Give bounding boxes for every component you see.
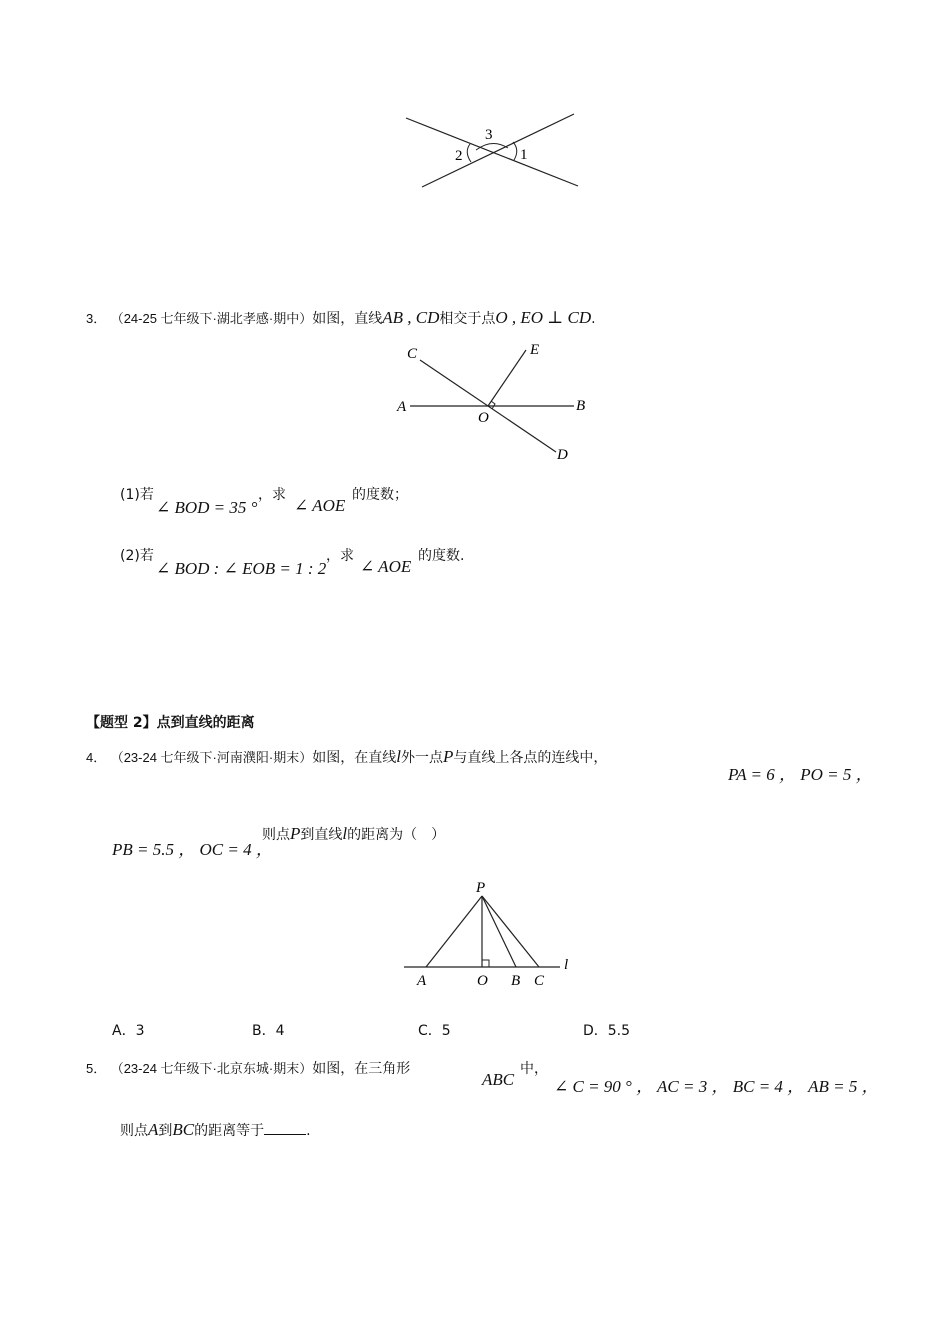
q3-part-1-label: (1)若 (120, 487, 154, 503)
q3-figure (392, 338, 602, 466)
q4-number: 4． (86, 750, 107, 765)
q4-source: （23-24 七年级下·河南濮阳·期末） (110, 750, 313, 765)
angle-label-3: 3 (485, 127, 493, 143)
point-label-d: D (557, 447, 568, 463)
q3-math-ab-cd: AB , CD (382, 308, 440, 327)
q4-math-pa-po: PA = 6 ， PO = 5 ， (728, 765, 873, 784)
point-label-o: O (478, 410, 489, 426)
q3-part-1-math-2: ∠ AOE (294, 496, 346, 515)
point-label-a: A (417, 973, 427, 989)
q4-stem (86, 748, 607, 767)
q5-math: ∠ C = 90 ° ， AC = 3 ， BC = 4 ， AB = 5 ， (554, 1077, 879, 1096)
q3-part-2-math-1: ∠ BOD : ∠ EOB = 1 : 2 (156, 559, 327, 578)
right-angle-mark (482, 960, 489, 967)
q4-stem-text-3: 与直线上各点的连线中， (453, 750, 608, 766)
q3-part-2-math-2: ∠ AOE (360, 557, 412, 576)
q5-source: （23-24 七年级下·北京东城·期末） (110, 1061, 313, 1076)
point-label-b: B (511, 973, 521, 989)
point-label-e: E (530, 342, 540, 358)
option-d[interactable]: D．5.5 (583, 1023, 631, 1039)
q5-number: 5． (86, 1061, 107, 1076)
q4-figure (398, 876, 580, 994)
angle-label-2: 2 (455, 148, 463, 164)
point-label-a: A (397, 399, 407, 415)
q3-part-1-mid: ，求 (258, 487, 286, 503)
q3-part-1-math-1: ∠ BOD = 35 ° (156, 498, 258, 517)
angle-label-1: 1 (520, 147, 528, 163)
q3-part-1-tail: 的度数； (352, 487, 408, 503)
line-label-l: l (564, 957, 569, 973)
line-2 (422, 114, 574, 187)
q4-math-pb-oc: PB = 5.5 ， OC = 4 ， (112, 840, 273, 859)
q3-stem-text-2: 相交于点 (439, 311, 496, 327)
q4-then-text-2: 到直线 (300, 827, 343, 843)
q3-number: 3． (86, 311, 107, 326)
q5-stem-text-1: 如图，在三角形 (312, 1061, 411, 1077)
q3-stem (86, 309, 596, 328)
q5-ans-end: . (306, 1123, 311, 1139)
q4-question (262, 825, 445, 844)
q4-point-p: P (442, 747, 454, 766)
q5-stem (86, 1060, 410, 1078)
section-heading: 【题型 2】点到直线的距离 (86, 715, 255, 731)
point-label-p: P (476, 880, 486, 896)
ray-oe (488, 350, 526, 406)
arc-angle-1 (513, 142, 517, 160)
point-label-o: O (477, 973, 488, 989)
figure-vertical-angles (400, 108, 585, 192)
option-c[interactable]: C．5 (418, 1023, 451, 1039)
q3-source: （24-25 七年级下·湖北孝感·期中） (110, 311, 313, 326)
q3-part-2-tail: 的度数. (418, 548, 465, 564)
q3-stem-text-1: 如图，直线 (312, 311, 383, 327)
point-label-b: B (576, 398, 586, 414)
arc-angle-2 (467, 144, 471, 162)
q4-stem-text-1: 如图，在直线 (312, 750, 397, 766)
answer-blank[interactable] (264, 1120, 306, 1135)
q4-then-l: l (342, 824, 348, 843)
option-a[interactable]: A．3 (112, 1023, 145, 1039)
q4-line-l: l (396, 747, 401, 766)
q5-answer-line (120, 1120, 311, 1140)
point-label-c: C (407, 346, 418, 362)
q4-then-text-1: 则点 (262, 827, 290, 843)
q3-part-2-mid: ，求 (326, 548, 354, 564)
point-label-c: C (534, 973, 545, 989)
q5-point-a: A (148, 1120, 159, 1139)
segment-pa (426, 896, 482, 967)
q3-math-o-eo: O , EO ⊥ CD (495, 308, 592, 327)
q5-ans-text-2: 到 (158, 1123, 173, 1139)
q3-stem-end: . (591, 311, 596, 327)
q5-ans-text-1: 则点 (120, 1123, 148, 1139)
q5-segment-bc: BC (172, 1120, 195, 1139)
q5-ans-text-3: 的距离等于 (194, 1123, 265, 1139)
option-b[interactable]: B．4 (252, 1023, 285, 1039)
q3-part-2-label: (2)若 (120, 548, 154, 564)
arc-angle-3 (476, 143, 508, 150)
q5-triangle-name: ABC (482, 1070, 515, 1089)
q4-then-text-3: 的距离为（ ） (347, 827, 446, 843)
q4-then-p: P (290, 824, 301, 843)
q4-stem-text-2: 外一点 (400, 750, 443, 766)
q5-stem-text-2: 中， (520, 1061, 548, 1077)
